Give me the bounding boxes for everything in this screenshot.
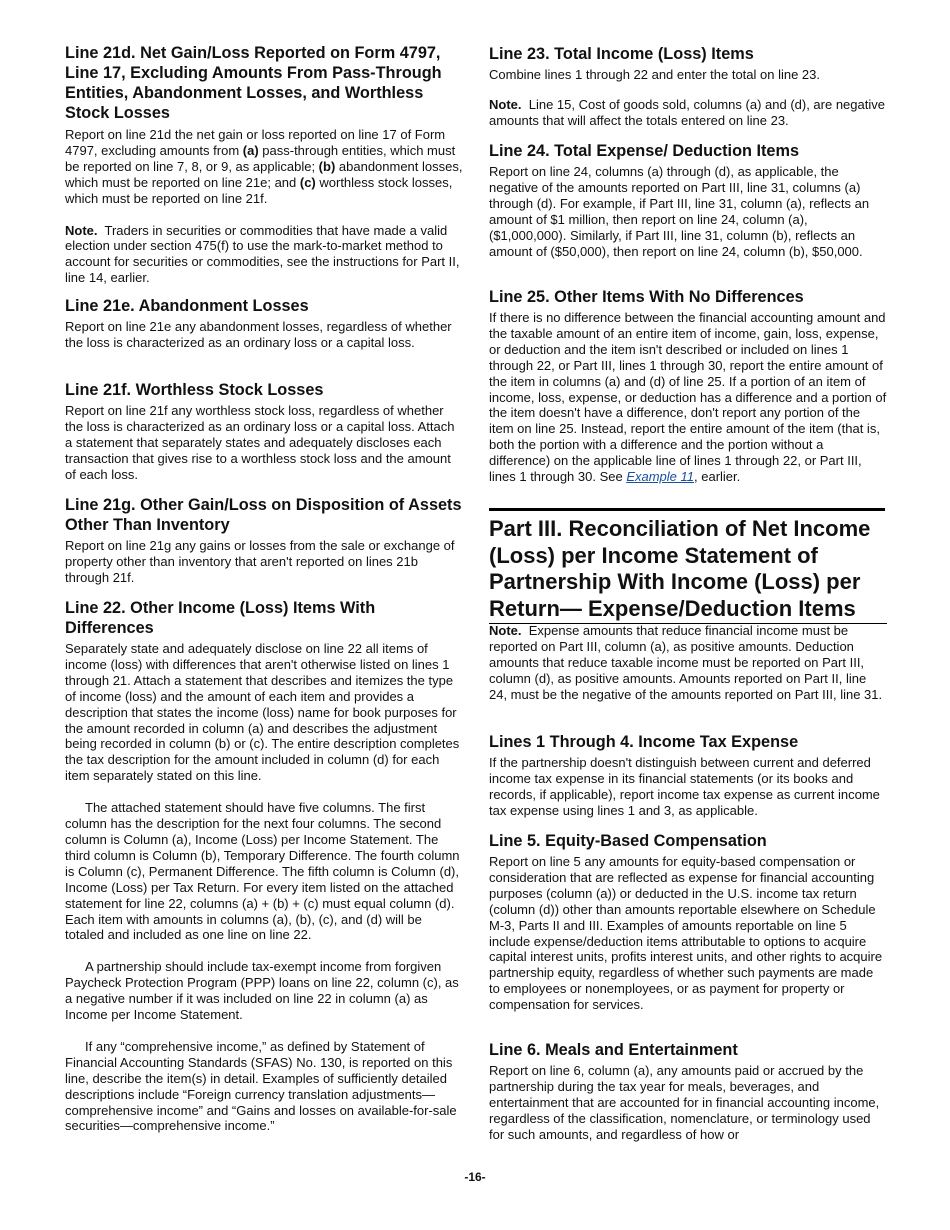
body-lines-1-4: If the partnership doesn't distinguish between current and deferred income tax expense in its financial statements (or its books and records, if applicable), report income tax expense as current income tax expense using lines 1 and 3, as applicable. [489,755,880,818]
section-line-25 [489,287,887,485]
body-line-6: Report on line 6, column (a), any amounts paid or accrued by the partnership during the tax year for meals, beverages, and entertainment that are accounted for in financial accounting income, regardless of the classification, nomenclature, or terminology used for such amounts, and regardless of how or [489,1063,880,1142]
heading-line-25: Line 25. Other Items With No Differences [489,288,804,306]
body-line-22-p2: The attached statement should have five columns. The first column has the description for the next four columns. The second column is Column (a), Income (Loss) per Income Statement. The third column is Column (b), Temporary Difference. The fourth column is Column (c), Permanent Difference. The fifth column is Column (d), Income (Loss) per Tax Return. For every item listed on the attached statement for line 22, columns (a) + (b) + (c) must equal column (d). Each item with amounts in columns (a), (b), (c), and (d) will be totaled and included as one line on line 22. [65,800,460,943]
body-line-23: Combine lines 1 through 22 and enter the total on line 23. [489,67,821,82]
section-line-21d [65,43,463,286]
heading-line-5: Line 5. Equity-Based Compensation [489,832,767,850]
body-line-21f: Report on line 21f any worthless stock loss, regardless of whether the loss is characterized as an ordinary loss or a capital loss. Attach a statement that separately states and adequately discloses each transaction that gives rise to a worthless stock loss and the amount of each loss. [65,403,455,482]
body-line-25: If there is no difference between the financial accounting amount and the taxable amount of an entire item of income, gain, loss, expense, or deduction and the item isn't described or included on lines 1 through 22, or Part III, lines 1 through 30, report the entire amount of the item in columns (a) and (d) of line 25. If a portion of an item of income, loss, expense, or deduction has a difference and a portion of the item doesn't have a difference, don't report any portion of the item on line 25. Instead, report the entire amount of the item (that is, both the portion with a difference and the portion without a difference) on the applicable line of lines 1 through 22, or Part III, lines 1 through 30. See Example 11, earlier. [489,310,887,485]
body-line-5: Report on line 5 any amounts for equity-based compensation or consideration that are reflected as expense for financial accounting purposes (column (a)) or deducted in the U.S. income tax return (column (d)) other than amounts reportable elsewhere on Schedule M-3, Parts II and III. Examples of amounts reportable on line 5 include expense/deduction items attributable to options to acquire capital interest units, profits interest units, and other rights to acquire partnership equity, regardless of whether such payments are made to employees or nonemployees, or as payment for property or compensation for services. [489,854,883,1013]
section-line-23 [489,44,887,129]
section-line-5 [489,831,887,1013]
section-line-21f [65,380,463,483]
note-part-3: Note. Expense amounts that reduce financial income must be reported on Part III, column (a), as positive amounts. Deduction amounts that reduce taxable income must be reported on Part III, column (d), as positive amounts. Amounts reported on Part II, line 24, must be the negative of the amounts reported on Part III, line 31. [489,623,883,702]
body-line-21d: Report on line 21d the net gain or loss reported on line 17 of Form 4797, excluding amounts from (a) pass-through entities, which must be reported on line 7, 8, or 9, as applicable; (b) abandonment losses, which must be reported on line 21e; and (c) worthless stock losses, which must be reported on line 21f. [65,127,463,206]
heading-line-23: Line 23. Total Income (Loss) Items [489,45,754,63]
note-line-23: Note. Line 15, Cost of goods sold, columns (a) and (d), are negative amounts that will affect the totals entered on line 23. [489,96,889,128]
part-divider-rule [489,508,885,511]
body-line-22-p4: If any “comprehensive income,” as defined by Statement of Financial Accounting Standards (SFAS) No. 130, is reported on this line, describe the item(s) in detail. Examples of sufficiently detailed descriptions include “Foreign currency translation adjustments—comprehensive income” and “Gains and losses on available-for-sale securities—comprehensive income.” [65,1038,457,1134]
heading-line-24: Line 24. Total Expense/ Deduction Items [489,142,800,160]
body-line-22-p1: Separately state and adequately disclose on line 22 all items of income (loss) with differences that aren't otherwise listed on lines 1 through 21. Attach a statement that describes and itemizes the type of income (loss) and the amount of each item and provides a description that states the income (loss) name for book purposes for the amount recorded in column (a) and describes the adjustment being recorded in column (b) or (c). The entire description completes the tax description for the amount included in column (d) for each item separately stated on this line. [65,641,460,784]
heading-lines-1-4: Lines 1 Through 4. Income Tax Expense [489,733,799,751]
heading-line-6: Line 6. Meals and Entertainment [489,1041,738,1059]
heading-line-21e: Line 21e. Abandonment Losses [65,297,309,315]
heading-line-21f: Line 21f. Worthless Stock Losses [65,381,324,399]
section-line-6 [489,1040,887,1143]
section-part-3 [489,516,887,703]
section-line-21g [65,495,463,586]
section-line-22 [65,598,463,1134]
heading-part-3: Part III. Reconciliation of Net Income (Loss) per Income Statement of Partnership With Income (Loss) per Return— Expense/Deduction Items [489,516,871,621]
page-number: -16- [464,1170,486,1184]
body-line-24: Report on line 24, columns (a) through (d), as applicable, the negative of the amounts reported on Part III, line 31, columns (a) through (d). For example, if Part III, line 31, column (a), reflects an amount of $1 million, then report on line 24, column (a), ($1,000,000). Similarly, if Part III, line 31, column (b), reflects an amount of ($50,000), then report on line 24, column (b), $50,000. [489,164,870,259]
section-line-24 [489,141,887,259]
section-line-21e [65,296,463,351]
section-lines-1-4 [489,732,887,819]
heading-line-21d: Line 21d. Net Gain/Loss Reported on Form 4797, Line 17, Excluding Amounts From Pass-Through Entities, Abandonment Losses, and Worthless Stock Losses [65,44,442,122]
example-11-link[interactable]: Example 11 [626,469,695,485]
body-line-21e: Report on line 21e any abandonment losses, regardless of whether the loss is characterized as an ordinary loss or a capital loss. [65,319,452,350]
note-line-21d: Note. Traders in securities or commodities that have made a valid election under section 475(f) to use the mark-to-market method to account for securities or commodities, see the instructions for Part II, line 14, earlier. [65,222,464,286]
heading-line-22: Line 22. Other Income (Loss) Items With Differences [65,599,376,637]
heading-line-21g: Line 21g. Other Gain/Loss on Disposition of Assets Other Than Inventory [65,496,462,534]
body-line-22-p3: A partnership should include tax-exempt income from forgiven Paycheck Protection Program (PPP) loans on line 22, column (c), as a negative number if it was included on line 22 in column (a) as Income per Income Statement. [65,959,459,1023]
body-line-21g: Report on line 21g any gains or losses from the sale or exchange of property other than inventory that aren't reported on lines 21b through 21f. [65,538,455,585]
